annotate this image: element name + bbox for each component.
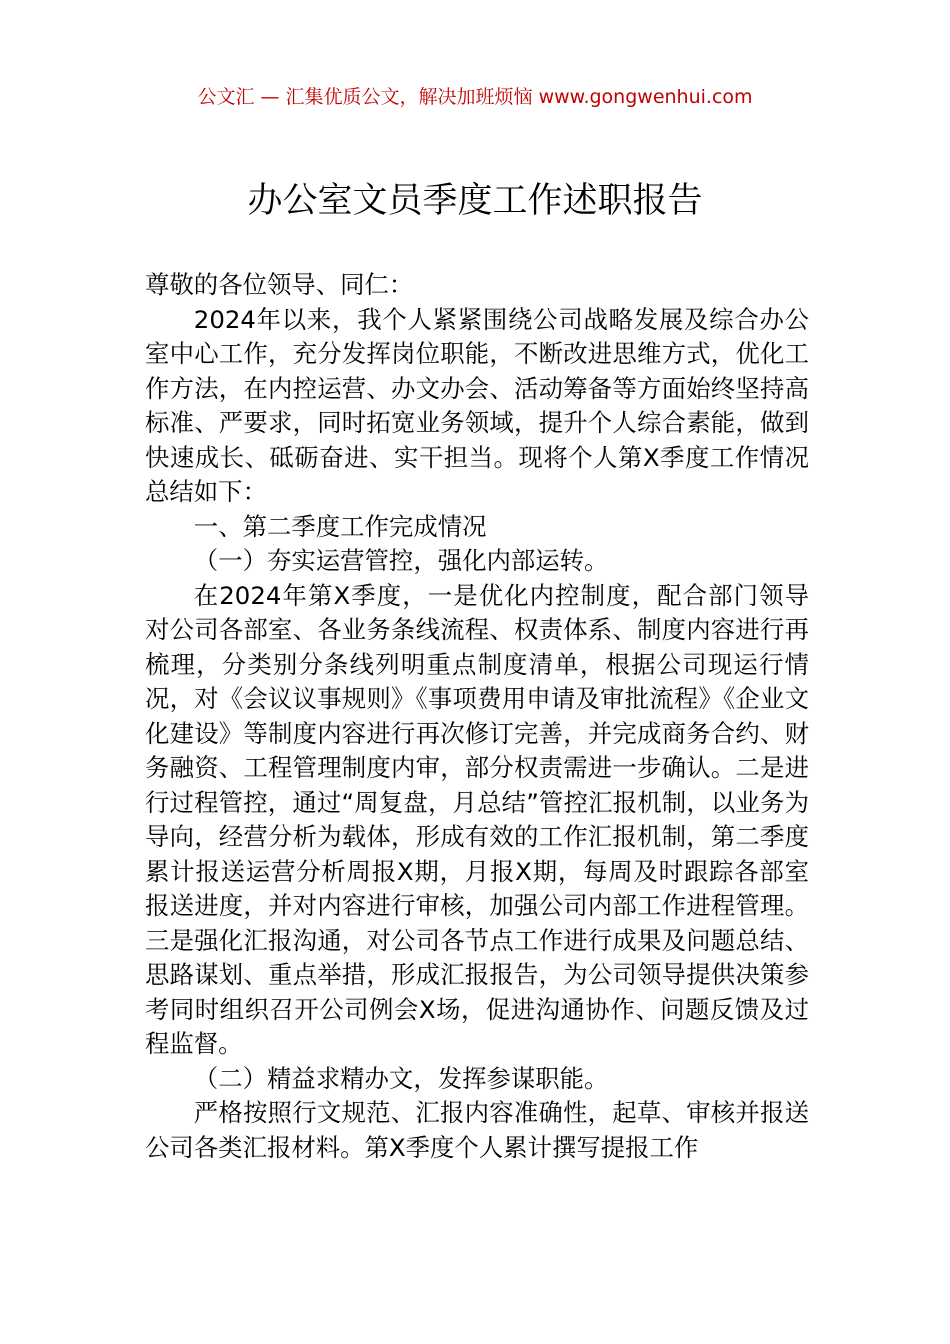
paragraph-documents: 严格按照行文规范、汇报内容准确性，起草、审核并报送公司各类汇报材料。第X季度个人累计撰写提报工作 xyxy=(145,1098,809,1162)
paragraph-intro: 2024年以来，我个人紧紧围绕公司战略发展及综合办公室中心工作，充分发挥岗位职能，不断改进思维方式，优化工作方法，在内控运营、办文办会、活动筹备等方面始终坚持高标准、严要求，同时拓宽业务领域，提升个人综合素能，做到快速成长、砥砺奋进、实干担当。现将个人第X季度工作情况总结如下： xyxy=(145,304,809,506)
document-title: 办公室文员季度工作述职报告 xyxy=(247,181,703,221)
section-heading-1: 一、第二季度工作完成情况 xyxy=(193,511,487,541)
salutation: 尊敬的各位领导、同仁： xyxy=(145,270,414,299)
subsection-heading-2: （二）精益求精办文，发挥参谋职能。 xyxy=(193,1063,609,1093)
paragraph-operations: 在2024年第X季度，一是优化内控制度，配合部门领导对公司各部室、各业务条线流程、权责体系、制度内容进行再梳理，分类别分条线列明重点制度清单，根据公司现运行情况，对《会议议事规则》《事项费用申请及审批流程》《企业文化建设》等制度内容进行再次修订完善，并完成商务合约、财务融资、工程管理制度内审，部分权责需进一步确认。二是进行过程管控，通过“周复盘，月总结”管控汇报机制，以业务为导向，经营分析为载体，形成有效的工作汇报机制，第二季度累计报送运营分析周报X期，月报X期，每周及时跟踪各部室报送进度，并对内容进行审核，加强公司内部工作进程管理。三是强化汇报沟通，对公司各节点工作进行成果及问题总结、思路谋划、重点举措，形成汇报报告，为公司领导提供决策参考同时组织召开公司例会X场，促进沟通协作、问题反馈及过程监督。 xyxy=(145,580,809,1058)
subsection-heading-1: （一）夯实运营管控，强化内部运转。 xyxy=(193,546,609,575)
document-body xyxy=(145,268,809,1165)
header-banner: 公文汇 — 汇集优质公文，解决加班烦恼 www.gongwenhui.com xyxy=(197,86,753,108)
